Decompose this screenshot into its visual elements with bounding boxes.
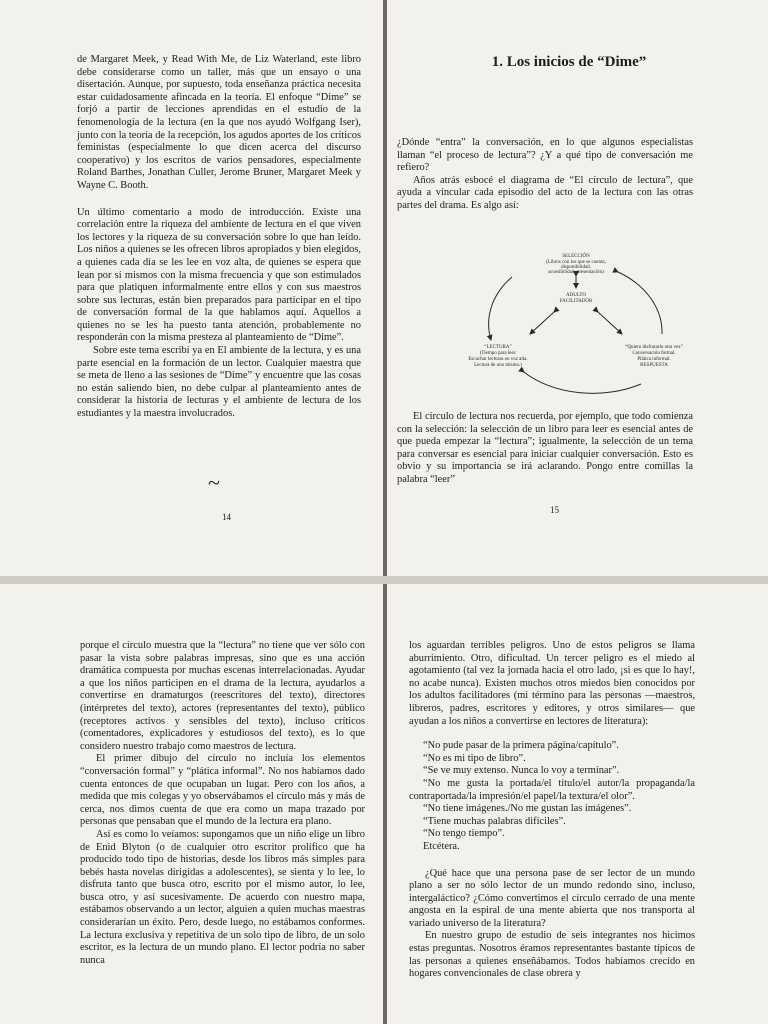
page-17-paragraph-1: los aguardan terribles peligros. Uno de estos peligros se llama aburrimiento. Otro, dificultad. Un tercer peligro es el miedo al agotamiento (tal vez la jornada hacia el otro lado, ¡si es que lo hay!, no acabe nunca). Existen muchos otros miedos bien conocidos por los adultos facilitadores (mi término para las personas —maestros, libreros, padres, escritores y editores, y otros similares— que ayudan a los niños a convertirse en lectores de literatura): [409,640,695,727]
lectura-line-1: (Tiempo para leer. [479,351,517,356]
seleccion-line-1: (Libros con los que se cuenta, [546,260,606,265]
circle-arc-bottom [524,372,641,393]
adulto-label-1: ADULTO [565,293,587,298]
page-number-15: 15 [550,505,559,515]
page-17-paragraph-2: ¿Qué hace que una persona pase de ser lector de un mundo plano a ser no sólo lector de un mundo redondo sino, incluso, intergaláctico? ¿Cómo convertimos el círculo cerrado de una mente angosta en la espiral de una mente abierta que nos transporta al variado universo de la literatura? [409,867,695,929]
arrow-adulto-respuesta [598,312,622,334]
respuesta-line-1: “Quiero disfrutarlo otra vez” [625,345,683,350]
objection-3: “Se ve muy extenso. Nunca lo voy a terminar”. [423,765,620,777]
lectura-line-2: Escuchar lecturas en voz alta. [468,357,528,362]
seleccion-line-2: disponibilidad, [561,265,591,270]
page-14-paragraph-1: de Margaret Meek, y Read With Me, de Liz Waterland, este libro debe considerarse como un taller, más que un ensayo o una disertación. Aunque, por supuesto, toda enseñanza práctica necesita estar cuidadosamente afincada en la teoría. El enfoque “Dime” se forjó a partir de lecciones aprendidas en el estudio de la fenomenología de la lectura (en la que nos ayudó Wolfgang Iser), junto con la teoría de la recepción, los agudos aportes de los críticos feministas (especialmente lo que dicen acerca del discurso cooperativo) y los escritos de varios pensadores, especialmente Roland Barthes, Jonathan Culler, Jerome Bruner, Margaret Meek y Wayne C. Booth. [77,54,361,191]
objection-7: “No tengo tiempo”. [423,828,505,840]
objection-1: “No pude pasar de la primera página/capítulo”. [423,740,619,752]
page-16-paragraph-1: porque el círculo muestra que la “lectura” no tiene que ver sólo con pasar la vista sobre palabras impresas, sino que es una acción dramática compuesta por muchas escenas interrelacionadas. Ayudar a que los niños participen en el drama de la lectura, ayudarlos a convertirse en dramaturgos (reescritores del texto), directores (intérpretes del texto), actores (representantes del texto), público (receptores activos y sensibles del texto), incluso críticos (comentadores, explicadores y estudiosos del texto), es lo que considero nuestro trabajo como maestros de lectura. [80,640,365,752]
book-gutter-top [383,0,387,576]
page-16-paragraph-2: El primer dibujo del círculo no incluía los elementos “conversación formal” y “plática informal”. No nos habíamos dado cuenta entonces de que ocupaban un lugar. Pero con los años, a medida que mis colegas y yo observábamos el círculo más y más de cerca, nos dimos cuenta de que era como un mapa trazado por personas que pensaban que el mundo de la lectura era plano. [80,753,365,828]
page-15-paragraph-3: El círculo de lectura nos recuerda, por ejemplo, que todo comienza con la selección: la selección de un libro para leer es esencial antes de que pueda empezar la “lectura”; igualmente, la selección de un tema para conversar es esencial para iniciar cualquier conversación. Esto es obvio y su importancia se irá aclarando. Pongo entre comillas la palabra “leer” [397,411,693,485]
page-15-text-top [397,137,693,213]
book-gutter-bottom [383,584,387,1024]
objection-5: “No tiene imágenes./No me gustan las imágenes”. [423,803,632,815]
page-14-text [77,54,361,421]
page-16-paragraph-3: Así es como lo veíamos: supongamos que un niño elige un libro de Enid Blyton (o de cualquier otro escritor prolífico que ha producido todo tipo de historias, desde los libros más simples para bebés hasta novelas dirigidas a adolescentes), se sienta y lo lee, lo disfruta tanto que busca otro, escrito por el mismo autor, lo lee, busca otro, y así sucesivamente. De acuerdo con nuestro mapa, estábamos observando a un lector, alguien a quien muchas maestras considerarían un éxito. Pero, desde luego, no estábamos conformes. La lectura exclusiva y repetitiva de un solo tipo de libro, de un solo escritor, es la lectura de un mundo plano. El lector podría no saber nunca [80,828,365,966]
page-17-paragraph-3: En nuestro grupo de estudio de seis integrantes nos hicimos estas preguntas. Nosotros éramos representantes bastante típicos de las personas a quienes enseñábamos. Todos habíamos crecido en hogares convencionales de clase obrera y [409,930,695,980]
circle-arc-left [489,277,512,340]
respuesta-line-3: Plática informal. [637,357,671,362]
objection-4: “No me gusta la portada/el título/el autor/la propaganda/la contraportada/la impresión/el papel/la textura/el olor”. [409,777,695,802]
objection-2: “No es mi tipo de libro”. [423,752,526,764]
objection-8: Etcétera. [423,840,460,852]
page-15 [386,0,768,576]
reading-circle-diagram [456,252,696,402]
page-17-text [409,640,695,981]
page-16-text [80,640,365,967]
seleccion-line-3: accesibilidad, presentación) [548,270,604,275]
lectura-label: “LECTURA” [484,345,512,350]
page-14-paragraph-3: Sobre este tema escribí ya en El ambiente de la lectura, y es una parte esencial en la formación de un lector. Cualquier maestra que se meta de lleno a las sesiones de “Dime” y encuentre que las cosas no están saliendo bien, no debe culpar al planteamiento antes de considerar la historia de lecturas y el ambiente de lectura de los estudiantes y la maestra involucrados. [77,345,361,420]
adulto-label-2: FACILITADOR [559,299,593,304]
seleccion-label: SELECCIÓN [562,254,590,259]
circle-arc-right [618,272,662,334]
page-14 [0,0,384,576]
page-16 [0,584,384,1024]
page-15-text-bottom [397,411,693,487]
page-number-14: 14 [222,512,231,522]
page-17 [386,584,768,1024]
objections-list [409,740,695,853]
lectura-line-3: Lectura de uno mismo.) [474,363,522,368]
page-15-paragraph-2: Años atrás esbocé el diagrama de “El círculo de lectura”, que ayuda a vincular cada episodio del acto de la lectura con las otras partes del drama. Es algo así: [397,174,693,211]
page-14-paragraph-2: Un último comentario a modo de introducción. Existe una correlación entre la riqueza del ambiente de lectura en el que viven los lectores y la riqueza de su conversación sobre lo que han leído. Los niños a quienes se les ofrecen libros apropiados y bien elegidos, a quienes cada día se les lee en voz alta, de quienes se espera que lean por sí mismos con la misma frecuencia y que son estimulados para que platiquen informalmente entre ellos y con sus maestros sobre sus lecturas, están bien preparados para participar en el tipo de conversación formal de la que hablamos aquí. Aquellos a quienes no se les ha puesto tanta atención, probablemente no responderán con la misma presteza al planteamiento de “Dime”. [77,206,361,344]
respuesta-line-2: Conversación formal. [632,351,676,356]
spread-divider [0,576,768,584]
chapter-title: 1. Los inicios de “Dime” [491,54,647,70]
page-15-paragraph-1: ¿Dónde “entra” la conversación, en lo que algunos especialistas llaman “el proceso de lectura”? ¿Y a qué tipo de conversación me refiero? [397,137,693,174]
arrow-adulto-lectura [530,312,554,334]
objection-6: “Tiene muchas palabras difíciles”. [423,815,566,827]
respuesta-label: RESPUESTA [640,363,668,368]
ornament: ~ [208,470,220,495]
